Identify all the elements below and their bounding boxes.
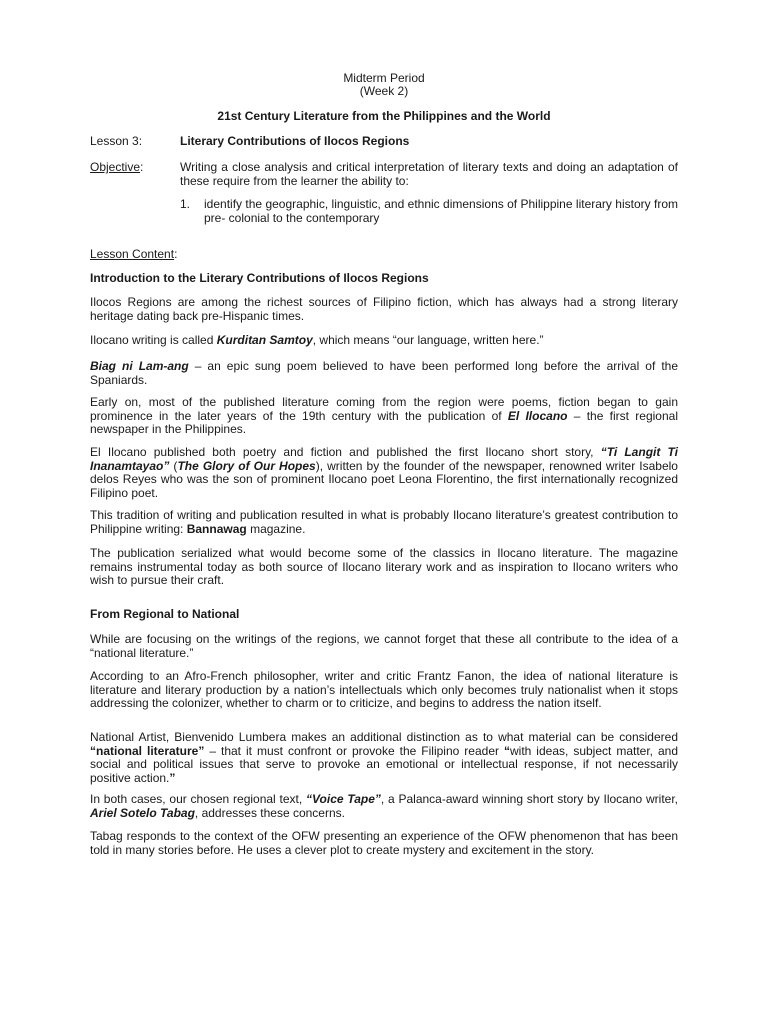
intro-heading: Introduction to the Literary Contributions of Ilocos Regions	[90, 271, 429, 285]
term-national-literature: “national literature”	[90, 743, 205, 758]
course-title: 21st Century Literature from the Philippines and the World	[217, 109, 551, 123]
quote-mark: “	[503, 743, 510, 758]
objective-label-colon: :	[140, 160, 144, 174]
paragraph-publication: The publication serialized what would become some of the classics in Ilocano literature. The magazine remains instrumental today as both source of Ilocano literary work and as inspiration to Ilocano writers who wish to pursue their craft.	[90, 546, 678, 587]
paragraph-national-literature: While are focusing on the writings of the regions, we cannot forget that these all contribute to the idea of a “national literature.”	[90, 632, 678, 660]
text-run: magazine.	[246, 521, 306, 536]
lesson-label: Lesson 3:	[90, 134, 143, 148]
week-heading: (Week 2)	[359, 84, 409, 98]
term-glory-of-our-hopes: The Glory of Our Hopes	[177, 458, 316, 473]
term-ti-langit: “Ti Langit Ti Inanamtayao”	[90, 445, 678, 473]
text-run: – an epic sung poem believed to have been performed long before the arrival of the Spaniards.	[90, 359, 678, 387]
paragraph-ilocos-regions: Ilocos Regions are among the richest sources of Filipino fiction, which has always had a strong literary heritage dating back pre-Hispanic times.	[90, 295, 678, 323]
text-run: , which means “our language, written here.”	[312, 333, 544, 347]
paragraph-kurditan-samtoy	[90, 334, 678, 348]
text-run: , addresses these concerns.	[194, 805, 345, 820]
paragraph-first-short-story	[90, 446, 678, 500]
objective-label-text: Objective	[90, 160, 141, 174]
paragraph-bannawag	[90, 509, 678, 536]
text-run: El Ilocano published both poetry and fiction and published the first Ilocano short story,	[90, 445, 601, 459]
paragraph-fanon: According to an Afro-French philosopher, writer and critic Frantz Fanon, the idea of national literature is literature and literary production by a nation’s intellectuals which only becomes truly nationalist when it stops addressing the colonizer, whether to charm or to criticize, and begins to address the nation itself.	[90, 669, 678, 710]
paragraph-lumbera	[90, 731, 678, 785]
objective-item-number: 1.	[180, 197, 191, 211]
quote-mark: ”	[169, 770, 176, 785]
objective-label	[90, 161, 143, 175]
text-run: (	[169, 458, 178, 473]
lesson-title: Literary Contributions of Ilocos Regions	[180, 134, 410, 148]
text-run: National Artist, Bienvenido Lumbera makes an additional distinction as to what material can be considered	[90, 730, 678, 744]
term-el-ilocano: El Ilocano	[507, 408, 568, 423]
text-run: – the first regional newspaper in the Philippines.	[90, 408, 678, 436]
period-heading: Midterm Period	[343, 71, 425, 85]
regional-heading: From Regional to National	[90, 607, 240, 621]
lesson-content-label-colon: :	[174, 247, 178, 261]
term-kurditan-samtoy: Kurditan Samtoy	[216, 333, 313, 347]
text-run: Early on, most of the published literature coming from the region were poems, fiction began to gain prominence in the later years of the 19th century with the publication of	[90, 395, 678, 423]
author-name: Ariel Sotelo Tabag	[90, 805, 195, 820]
term-voice-tape: “Voice Tape”	[305, 792, 381, 806]
lesson-content-label	[90, 248, 177, 262]
text-run: , a Palanca-award winning short story by Ilocano writer,	[380, 792, 678, 806]
paragraph-el-ilocano	[90, 396, 678, 437]
objective-text: Writing a close analysis and critical interpretation of literary texts and doing an adaptation of these require from the learner the ability to:	[180, 160, 678, 188]
text-run: This tradition of writing and publication resulted in what is probably Ilocano literature’s greatest contribution to Philippine writing:	[90, 508, 678, 536]
text-run: – that it must confront or provoke the Filipino reader	[204, 743, 504, 758]
term-bannawag: Bannawag	[186, 521, 247, 536]
paragraph-voice-tape	[90, 793, 678, 820]
text-run: In both cases, our chosen regional text,	[90, 792, 306, 806]
lesson-content-label-text: Lesson Content	[90, 247, 175, 261]
paragraph-tabag: Tabag responds to the context of the OFW presenting an experience of the OFW phenomenon that has been told in many stories before. He uses a clever plot to create mystery and excitement in the story.	[90, 829, 678, 857]
text-run: ), written by the founder of the newspaper, renowned writer Isabelo delos Reyes who was the son of prominent Ilocano poet Leona Florentino, the first internationally recognized Filipino poet.	[90, 458, 678, 500]
objective-item-text: identify the geographic, linguistic, and ethnic dimensions of Philippine literary history from pre- colonial to the contemporary	[204, 197, 678, 225]
text-run: with ideas, subject matter, and social and political issues that serve to provoke an emotional or intellectual response, if not necessarily positive action.	[90, 743, 679, 785]
text-run: Ilocano writing is called	[90, 333, 217, 347]
term-biag-ni-lam-ang: Biag ni Lam-ang	[90, 359, 189, 373]
paragraph-biag-ni-lam-ang	[90, 360, 678, 387]
